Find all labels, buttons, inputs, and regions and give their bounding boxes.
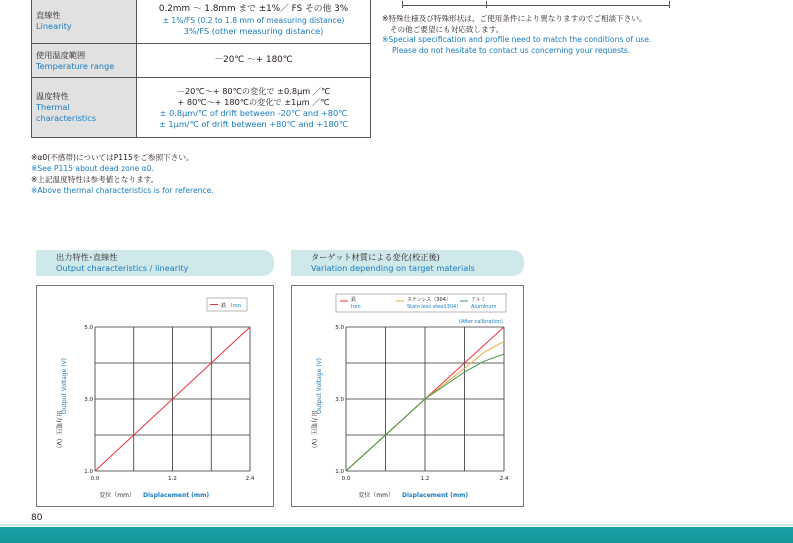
panel2-title-jp: ターゲット材質による変化(校正後) [311,252,440,262]
panel2-title-en: Variation depending on target materials [311,263,475,273]
note-special-jp-1: ※特殊仕様及び特殊形状は、ご使用条件により異なりますのでご相談下さい。 [382,14,647,23]
linearity-value-jp: 0.2mm ～ 1.8mm まで ±1%／ FS その他 3% [158,4,349,14]
c1-y-tick-label: 5.0 [84,325,93,331]
c2-x-tick-label: 0.0 [341,476,351,482]
note-special-en-1: ※Special specification and profile need to match the conditions of use. [382,35,652,44]
note-thermal-en: ※Above thermal characteristics is for reference. [31,186,214,195]
chart2-ylabel-en: Output Voltage (V) [316,358,323,414]
linearity-value-en-1: ± 1%/FS (0.2 to 1.8 mm of measuring distance) [162,16,345,25]
chart2-legend-label-en: Iron [351,304,361,310]
chart2-legend-label-jp: アルミ [471,297,486,303]
c1-x-tick-label: 1.2 [168,476,177,482]
note-special-jp-2: その他ご要望にも対応致します。 [390,24,504,34]
panel2-frame [291,285,524,507]
chart2-xlabel-en: Displacement (mm) [402,492,469,499]
temperature-range-label [32,44,137,78]
panel1-title [36,250,274,276]
linearity-label-en: Linearity [36,20,72,31]
thermal-value-jp-2: + 80℃～+ 180℃の変化で ±1μm ／℃ [177,96,330,107]
c2-y-tick-label: 5.0 [335,325,344,331]
chart1-ylabel-en: Output Voltage (V) [61,358,68,414]
chart2-ylabel-jp: 出力電圧（V） [310,410,317,452]
chart2-svg [292,286,523,506]
thermal-value-en-1: ± 0.8μm/℃ of drift between -20℃ and +80℃ [159,107,348,118]
note-thermal-jp: ※上記温度特性は参考値となります。 [31,175,159,184]
panel2-title [291,250,524,276]
c1-x-tick-label: 2.4 [245,476,255,482]
notes-left [31,152,214,196]
c2-x-tick-label: 1.2 [420,476,430,482]
footer-line [0,524,793,526]
chart1-ylabel-jp-wrap [55,410,63,451]
chart2-legend-label-jp: ステンレス（304） [407,297,451,303]
chart1-xlabel-jp: 変位（mm） [99,492,135,499]
row-linearity [32,0,371,44]
row-temperature-range [32,44,371,78]
chart2-ylabel-en-wrap [316,358,323,414]
thermal-value [137,78,371,138]
page-number: 80 [31,513,43,523]
panel1-frame [36,285,274,507]
temperature-range-label-en: Temperature range [36,60,115,71]
panel1-title-jp: 出力特性･直線性 [56,252,118,262]
chart1-ticks [84,325,255,482]
row-thermal [32,78,371,138]
c1-y-tick-label: 1.0 [84,469,93,475]
chart2-xlabel-jp: 変位（mm） [358,492,394,499]
thermal-label-en-1: Thermal [36,102,70,112]
chart1-ylabel-jp: 出力電圧（V） [55,410,62,452]
c1-x-tick-label: 0.0 [90,476,100,482]
spec-table [31,0,371,138]
temperature-range-value: －20℃ ～+ 180℃ [137,44,371,78]
thermal-value-en-2: ± 1μm/℃ of drift between +80℃ and +180℃ [158,118,349,129]
linearity-label-jp: 直線性 [36,9,61,20]
linearity-value-en-2: 3%/FS (other measuring distance) [183,26,324,36]
notes-right [382,14,651,56]
chart1-legend-en: Iron [231,303,242,309]
c2-y-tick-label: 1.0 [335,469,344,475]
thermal-label-en-2: characteristics [36,113,96,123]
temperature-range-label-jp: 使用温度範囲 [36,49,86,60]
footer-band [0,527,793,543]
note-dead-zone-jp: ※α0(不感帯)についてはP115をご参照下さい。 [31,153,194,162]
panel1-title-en: Output characteristics / linearity [56,263,189,273]
chart2-note: (After calibration) [459,319,503,325]
thermal-label [32,78,137,138]
dimension-bracket [402,0,670,6]
chart2-legend-label-en: Stain less steel(304) [407,304,459,310]
chart1-xlabel-en: Displacement (mm) [143,492,210,499]
thermal-value-jp-1: －20℃～+ 80℃の変化で ±0.8μm ／℃ [176,85,331,96]
chart2-legend-label-jp: 鉄 [351,297,357,303]
note-special-en-2: Please do not hesitate to contact us concerning your requests. [392,45,631,55]
chart2-ylabel-jp-wrap [310,410,318,451]
chart1-legend-jp: 鉄 [221,303,227,309]
note-dead-zone-en: ※See P115 about dead zone α0. [31,164,154,173]
c2-y-tick-label: 3.0 [335,397,344,403]
linearity-value [137,0,371,44]
c2-x-tick-label: 2.4 [499,476,509,482]
chart1-ylabel-en-wrap [61,358,68,414]
chart2-legend-label-en: Aluminum [471,304,497,310]
chart1-svg [37,286,273,506]
chart2-ticks [335,325,509,482]
c1-y-tick-label: 3.0 [84,397,93,403]
linearity-label [32,0,137,44]
thermal-label-jp: 温度特性 [36,91,69,101]
